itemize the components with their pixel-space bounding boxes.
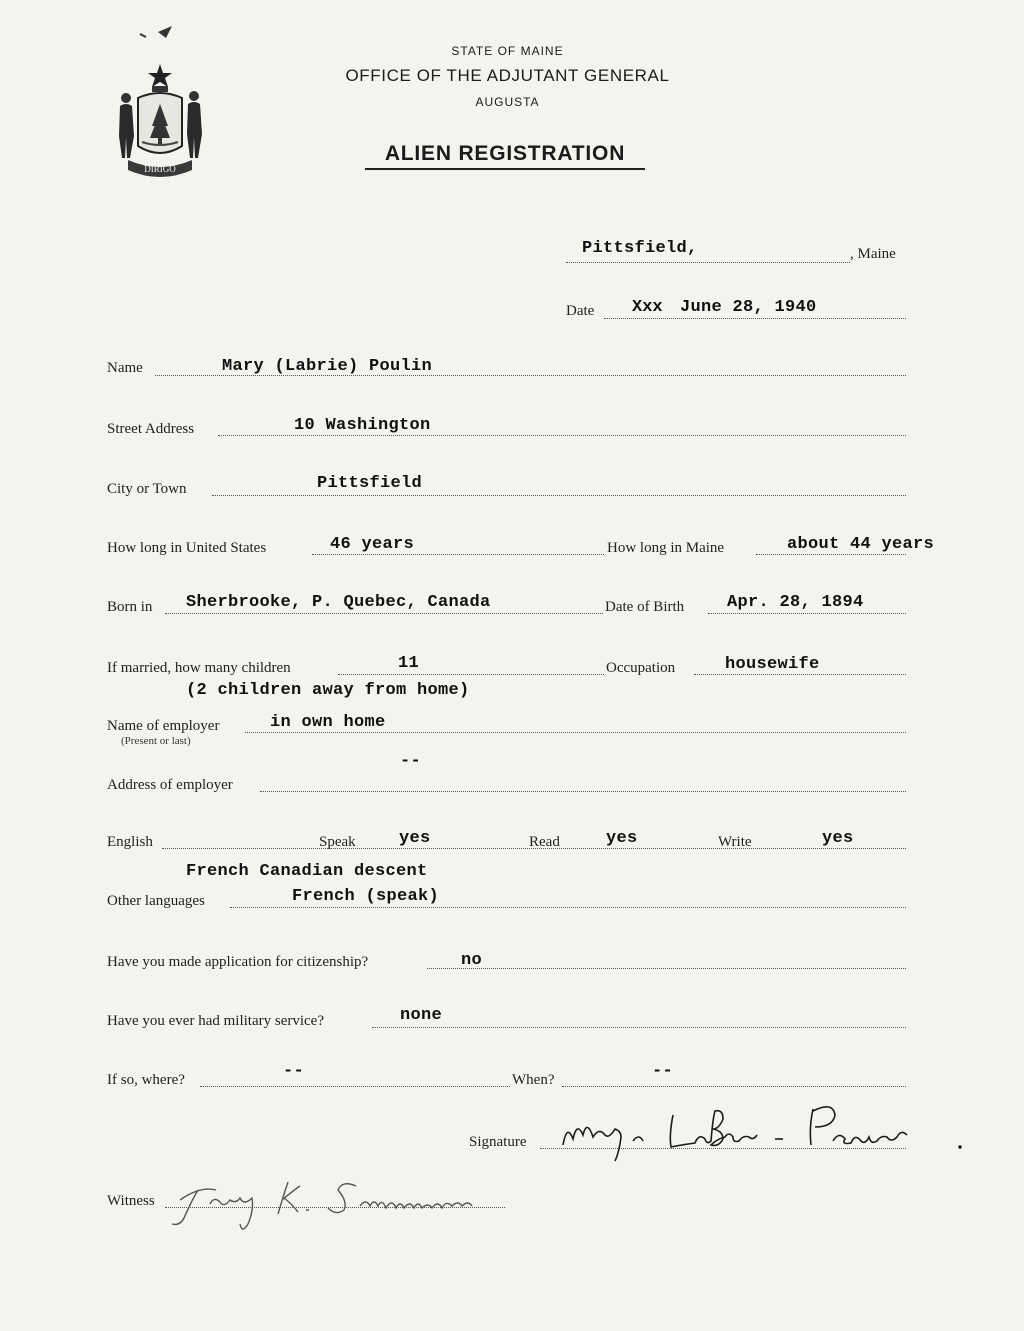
maine-duration-value: about 44 years xyxy=(787,535,935,554)
street-value: 10 Washington xyxy=(294,416,431,435)
children-line xyxy=(338,674,604,675)
read-label: Read xyxy=(529,834,560,850)
street-line xyxy=(218,435,906,436)
header-city: AUGUSTA xyxy=(475,95,540,109)
city-label: City or Town xyxy=(107,481,187,497)
name-label: Name xyxy=(107,360,143,376)
when-label: When? xyxy=(512,1072,555,1088)
citizenship-value: no xyxy=(461,951,483,970)
name-value: Mary (Labrie) Poulin xyxy=(222,357,433,376)
maine-state-seal-icon xyxy=(100,20,220,190)
when-line xyxy=(562,1086,906,1087)
svg-text:DIRIGO: DIRIGO xyxy=(144,164,176,174)
where-label: If so, where? xyxy=(107,1072,185,1088)
date-label: Date xyxy=(566,303,595,319)
date-struck-text: Xxx xyxy=(632,298,663,317)
employer-sublabel: (Present or last) xyxy=(121,735,191,747)
dob-line xyxy=(708,613,906,614)
employer-line xyxy=(245,732,906,733)
occupation-line xyxy=(694,674,906,675)
form-title: ALIEN REGISTRATION xyxy=(384,142,626,165)
title-underline xyxy=(365,168,645,170)
signature-handwriting xyxy=(555,1095,975,1175)
signature-label: Signature xyxy=(469,1134,527,1150)
us-duration-line xyxy=(312,554,604,555)
write-value: yes xyxy=(822,829,854,848)
place-line xyxy=(566,262,850,263)
born-label: Born in xyxy=(107,599,153,615)
maine-duration-label: How long in Maine xyxy=(607,540,725,556)
maine-duration-line xyxy=(756,554,906,555)
header-office: OFFICE OF THE ADJUTANT GENERAL xyxy=(345,66,670,85)
citizenship-label: Have you made application for citizenship? xyxy=(107,954,369,970)
employer-label: Name of employer xyxy=(107,718,220,734)
speak-value: yes xyxy=(399,829,431,848)
where-line xyxy=(200,1086,510,1087)
military-label: Have you ever had military service? xyxy=(107,1013,324,1029)
employer-address-label: Address of employer xyxy=(107,777,233,793)
city-value: Pittsfield xyxy=(317,474,423,493)
street-label: Street Address xyxy=(107,421,195,437)
date-line xyxy=(604,318,906,319)
witness-label: Witness xyxy=(107,1193,155,1209)
us-duration-label: How long in United States xyxy=(107,540,267,556)
born-value: Sherbrooke, P. Quebec, Canada xyxy=(186,593,491,612)
dob-value: Apr. 28, 1894 xyxy=(727,593,864,612)
employer-value: in own home xyxy=(270,713,386,732)
other-languages-value: French (speak) xyxy=(292,887,440,906)
place-suffix: , Maine xyxy=(850,246,896,262)
children-note: (2 children away from home) xyxy=(186,681,470,700)
city-line xyxy=(212,495,906,496)
other-languages-label: Other languages xyxy=(107,893,205,909)
military-line xyxy=(372,1027,906,1028)
date-value: June 28, 1940 xyxy=(680,298,817,317)
other-languages-line xyxy=(230,907,906,908)
where-value: -- xyxy=(283,1062,305,1081)
witness-handwriting xyxy=(170,1160,515,1240)
children-value: 11 xyxy=(398,654,420,673)
employer-address-value: -- xyxy=(400,752,422,771)
born-line xyxy=(165,613,603,614)
place-town: Pittsfield, xyxy=(582,239,698,258)
header-state: STATE OF MAINE xyxy=(451,44,564,58)
children-label: If married, how many children xyxy=(107,660,291,676)
employer-address-line xyxy=(260,791,906,792)
read-value: yes xyxy=(606,829,638,848)
military-value: none xyxy=(400,1006,443,1025)
write-label: Write xyxy=(718,834,752,850)
english-label: English xyxy=(107,834,153,850)
descent-note: French Canadian descent xyxy=(186,862,428,881)
occupation-value: housewife xyxy=(725,655,820,674)
when-value: -- xyxy=(652,1062,674,1081)
citizenship-line xyxy=(427,968,906,969)
dob-label: Date of Birth xyxy=(605,599,685,615)
speak-label: Speak xyxy=(319,834,356,850)
occupation-label: Occupation xyxy=(606,660,676,676)
us-duration-value: 46 years xyxy=(330,535,415,554)
